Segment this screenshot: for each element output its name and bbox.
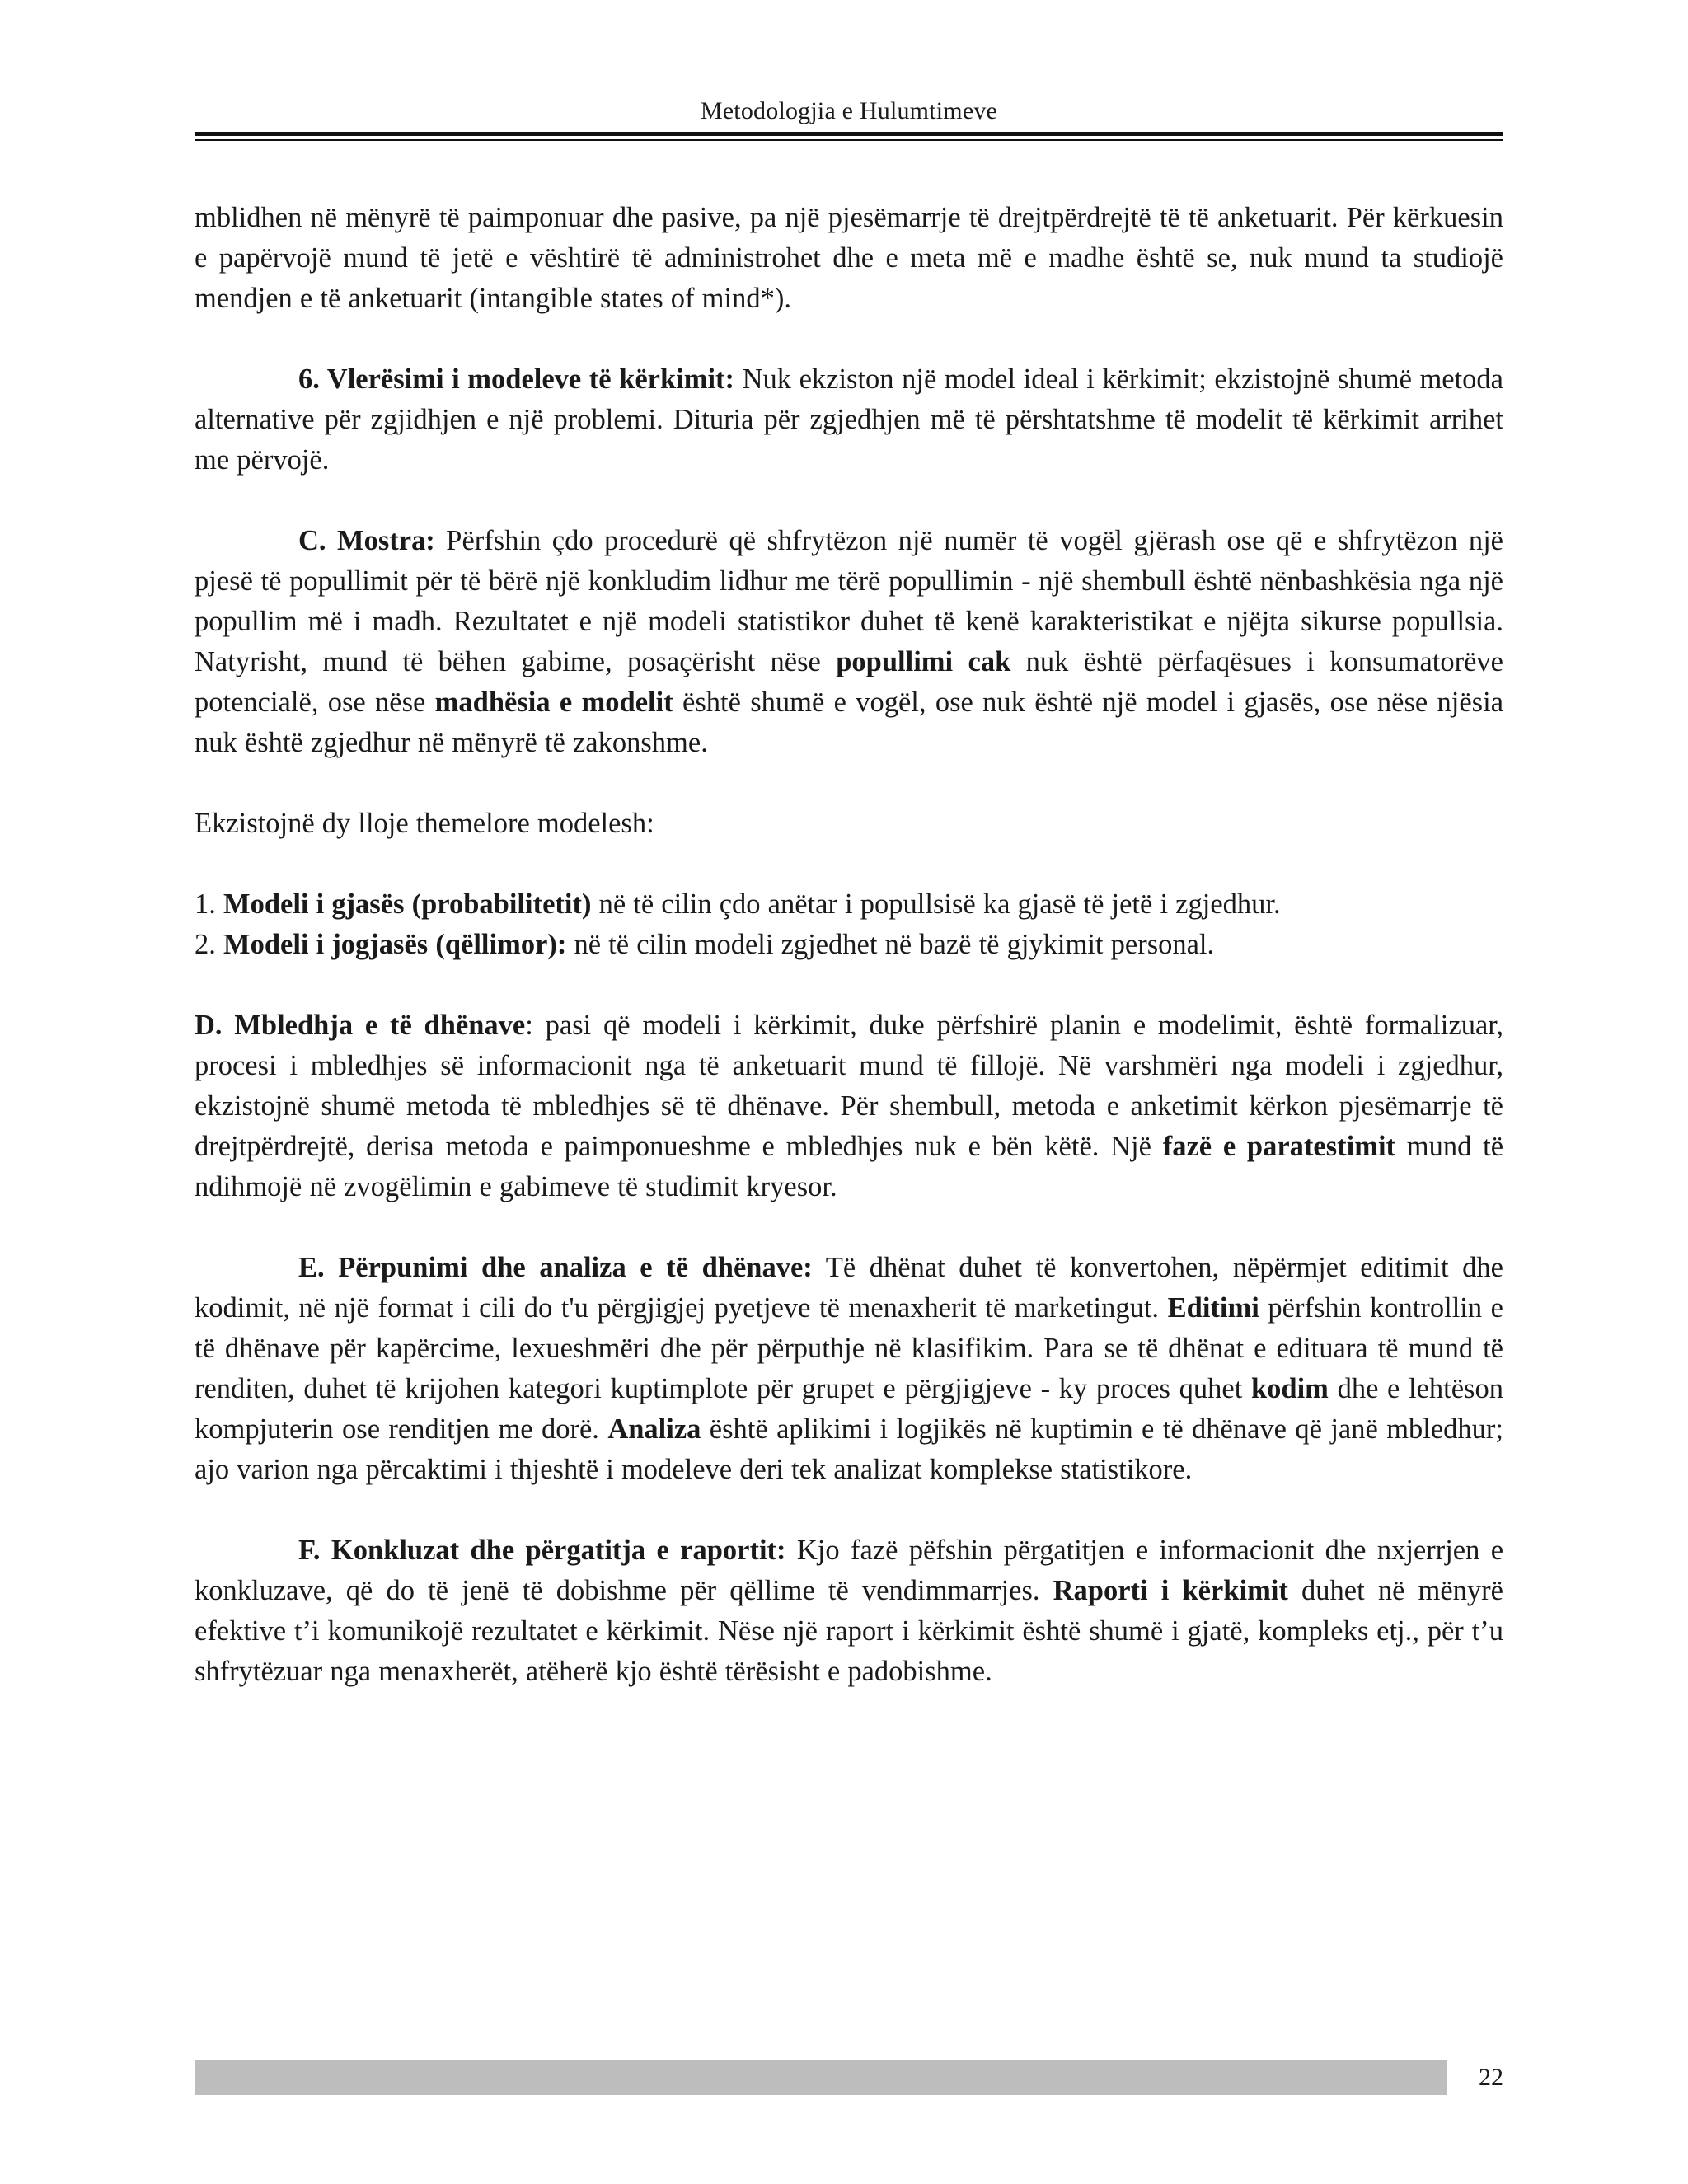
- paragraph-text: mund të ndihmojë në zvogëlimin e gabimeve të studimit kryesor.: [195, 1131, 1504, 1202]
- footer-bar: [195, 2060, 1447, 2095]
- list-item: [195, 925, 1503, 965]
- paragraph-conclusions-report: [195, 1530, 1503, 1692]
- header-rule: [195, 132, 1503, 136]
- paragraph-text: nuk është përfaqësues i konsumatorëve potencialë, ose nëse: [195, 646, 1503, 718]
- paragraph-text: Përfshin çdo procedurë që shfrytëzon një numër të vogël gjërash ose që e shfrytëzon një pjesë të popullimit për të bërë një konkludim lidhur me tërë popullimin - një shembull është nënbashkësia nga një popullim më i madh. Rezultatet e një modeli statistikor duhet të kenë karakteristikat e njëjta sikurse popullsia. Natyrisht, mund të bëhen gabime, posaçërisht nëse: [195, 525, 1503, 677]
- paragraph-text: dhe e lehtëson kompjuterin ose renditjen me dorë.: [195, 1373, 1503, 1445]
- section-heading: 6. Vlerësimi i modeleve të kërkimit:: [298, 363, 735, 395]
- paragraph-text: është shumë e vogël, ose nuk është një model i gjasës, ose nëse njësia nuk është zgjedhur në mënyrë të zakonshme.: [195, 687, 1504, 758]
- paragraph-text: Kjo fazë pëfshin përgatitjen e informacionit dhe nxjerrjen e konkluzave, që do të jenë të dobishme për qëllime të vendimmarrjes.: [195, 1535, 1504, 1606]
- paragraph-text: : pasi që modeli i kërkimit, duke përfshirë planin e modelimit, është formalizuar, procesi i mbledhjes së informacionit nga të anketuarit mund të fillojë. Në varshmëri nga modeli i zgjedhur, ekzistojnë shumë metoda të mbledhjes së të dhënave. Për shembull, metoda e anketimit kërkon pjesëmarrje të drejtpërdrejtë, derisa metoda e paimponueshme e mbledhjes nuk e bën këtë. Një: [195, 1010, 1503, 1162]
- running-header: Metodologjia e Hulumtimeve: [700, 97, 998, 124]
- header-rule-thin: [195, 139, 1503, 141]
- paragraph-text: përfshin kontrollin e të dhënave për kapërcime, lexueshmëri dhe për përputhje në klasifikim. Para se të dhënat e edituara të mund të renditen, duhet të krijohen kategori kuptimplote për grupet e përgjigjeve - ky proces quhet: [195, 1292, 1503, 1404]
- section-heading: E. Përpunimi dhe analiza e të dhënave:: [298, 1252, 813, 1283]
- paragraph-continuation: [195, 198, 1503, 319]
- list-item: [195, 884, 1503, 925]
- bold-term: fazë e paratestimit: [1162, 1131, 1396, 1162]
- bold-term: Modeli i gjasës (probabilitetit): [223, 888, 592, 920]
- paragraph-research-design-evaluation: [195, 359, 1503, 480]
- list-number: 1.: [195, 888, 223, 920]
- bold-term: Editimi: [1167, 1292, 1259, 1324]
- bold-term: Raporti i kërkimit: [1053, 1575, 1288, 1606]
- paragraph-text: Të dhënat duhet të konvertohen, nëpërmjet editimit dhe kodimit, në një format i cili do t'u përgjigjej pyetjeve të menaxherit të marketingut.: [195, 1252, 1503, 1324]
- bold-term: popullimi cak: [836, 646, 1011, 677]
- section-heading: C. Mostra:: [298, 525, 435, 556]
- paragraph-sample: [195, 521, 1503, 763]
- bold-term: kodim: [1250, 1373, 1329, 1404]
- paragraph-text: Nuk ekziston një model ideal i kërkimit; ekzistojnë shumë metoda alternative për zgjidhjen e një problemi. Dituria për zgjedhjen më të përshtatshme të modelit të kërkimit arrihet me përvojë.: [195, 363, 1503, 476]
- page-number: 22: [1479, 2064, 1503, 2091]
- paragraph-data-processing: [195, 1248, 1503, 1490]
- paragraph-text: është aplikimi i logjikës në kuptimin e të dhënave që janë mbledhur; ajo varion nga përcaktimi i thjeshtë i modeleve deri tek analizat komplekse statistikore.: [195, 1413, 1503, 1485]
- list-item-text: në të cilin modeli zgjedhet në bazë të gjykimit personal.: [566, 929, 1215, 960]
- paragraph-text: duhet në mënyrë efektive t’i komunikojë rezultatet e kërkimit. Nëse një raport i kërkimit është shumë i gjatë, kompleks etj., për t’u shfrytëzuar nga menaxherët, atëherë kjo është tërësisht e padobishme.: [195, 1575, 1503, 1687]
- list-item-text: në të cilin çdo anëtar i popullsisë ka gjasë të jetë i zgjedhur.: [591, 888, 1281, 920]
- bold-term: madhësia e modelit: [434, 687, 673, 718]
- section-heading: F. Konkluzat dhe përgatitja e raportit:: [298, 1535, 786, 1566]
- bold-term: Analiza: [607, 1413, 701, 1445]
- section-heading: D. Mbledhja e të dhënave: [195, 1010, 526, 1041]
- list-number: 2.: [195, 929, 223, 960]
- paragraph-text: mblidhen në mënyrë të paimponuar dhe pasive, pa një pjesëmarrje të drejtpërdrejtë të të anketuarit. Për kërkuesin e papërvojë mund të jetë e vështirë të administrohet dhe e meta më e madhe është se, nuk mund ta studiojë mendjen e të anketuarit (intangible states of mind*).: [195, 202, 1503, 314]
- page-body: [195, 198, 1503, 1732]
- paragraph-text: Ekzistojnë dy lloje themelore modelesh:: [195, 808, 654, 839]
- paragraph-data-collection: [195, 1005, 1503, 1207]
- bold-term: Modeli i jogjasës (qëllimor):: [223, 929, 567, 960]
- paragraph-sample-types-intro: [195, 804, 1503, 844]
